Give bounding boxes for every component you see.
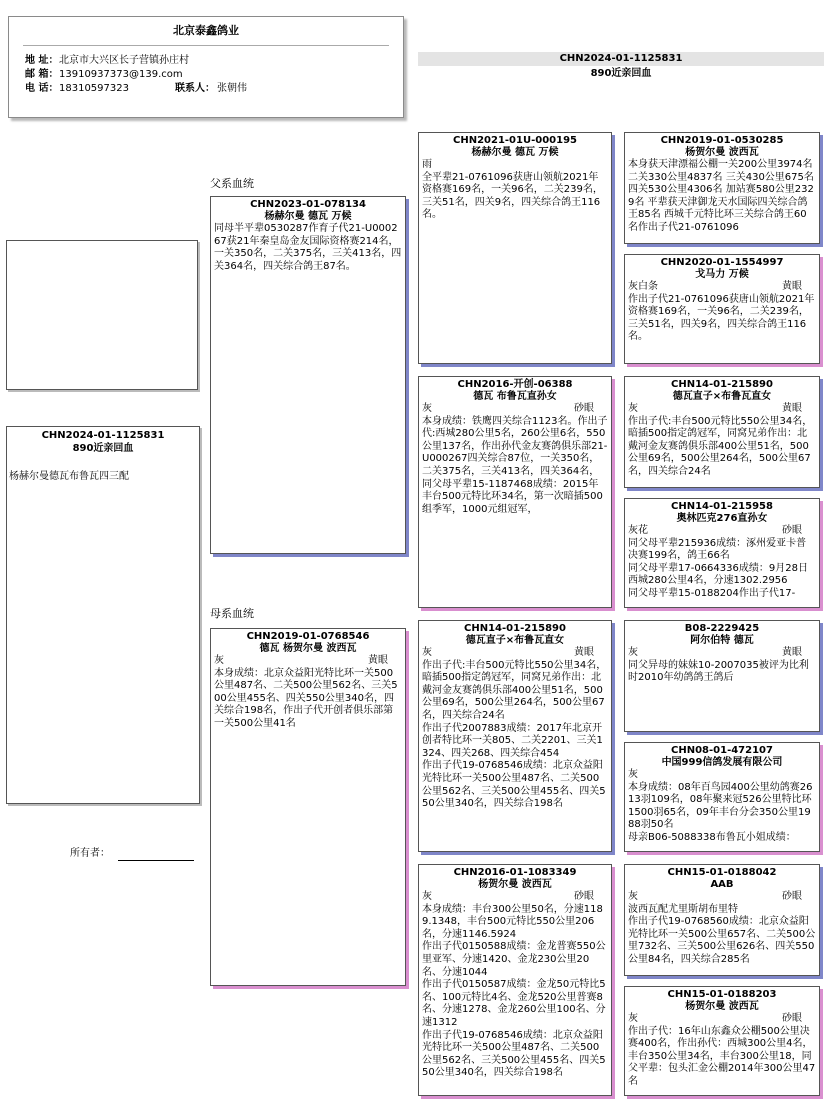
sdd-name: 奥林匹克276直孙女 [676, 513, 768, 524]
sire-box [210, 196, 406, 554]
top-pigeon-name: 890近亲回血 [590, 68, 652, 79]
dds-ring: CHN15-01-0188042 [667, 867, 777, 878]
sd-name: 德瓦 布鲁瓦直孙女 [473, 391, 557, 402]
sdd-eye: 砂眼 [782, 525, 802, 536]
dds-desc: 波西瓦配尤里斯胡布里特 作出子代19-0768560成绩：北京众益阳光特比环一关500公里657名、二关500公里732名、三关500公里626名、四关550公里84名，四关综合285名 [628, 903, 816, 965]
email-row [25, 69, 183, 82]
owner-signature-line [118, 860, 194, 861]
sire-ring: CHN2023-01-078134 [250, 199, 366, 210]
sss-name: 杨贺尔曼 波西瓦 [685, 147, 759, 158]
ssd-eye: 黄眼 [782, 281, 802, 292]
top-ring-number: CHN2024-01-1125831 [559, 53, 683, 64]
dd-color: 灰 [422, 891, 432, 902]
ss-eye [594, 159, 608, 172]
address-label: 地 址： [25, 55, 59, 66]
dd-desc: 本身成绩：丰台300公里50名，分速1189.1348，丰台500元特比550公里206名，分速1146.5924 作出子代0150588成绩：金龙普赛550公里亚军、分速1420、金龙230公里20名、分速1044 作出子代0150587成绩：金龙50元特比5名、100元特比4名、金龙520公里普赛8名、分速1278、金龙260公里100名、分速1312 作出子代19-0768546成绩：北京众益阳光特比环一关500公里487名、二关500公里562名、三关500公里455名、四关550公里340名，四关综合198名 [422, 903, 606, 1079]
dsd-meta [628, 769, 816, 782]
dss-eye: 黄眼 [782, 647, 802, 658]
owner-label: 所有者： [70, 848, 110, 859]
dss-box [624, 620, 820, 732]
dds-meta [628, 891, 816, 904]
dsd-eye [802, 769, 816, 782]
ds-eye: 黄眼 [574, 647, 594, 658]
ssd-color: 灰白条 [628, 281, 658, 292]
sire-line-label: 父系血统 [210, 177, 254, 190]
phone-row [25, 83, 129, 96]
dss-ring: B08-2229425 [684, 623, 760, 634]
ddd-meta [628, 1013, 816, 1026]
ddd-ring: CHN15-01-0188203 [667, 989, 777, 1000]
sds-color: 灰 [628, 403, 638, 414]
header-divider [23, 45, 389, 46]
ss-color: 雨 [422, 159, 432, 170]
sds-meta [628, 403, 816, 416]
ss-ring: CHN2021-01U-000195 [453, 135, 577, 146]
dss-desc: 同父异母的妹妹10-2007035被评为比利时2010年幼鸽鸽王鸽后 [628, 659, 809, 684]
dsd-name: 中国999信鸽发展有限公司 [661, 757, 783, 768]
ss-desc: 全平辈21-0761096获唐山领航2021年资格赛169名，一关96名，二关239名，三关51名，四关9名，四关综合鸽王116名。 [422, 171, 603, 221]
dss-name: 阿尔伯特 德瓦 [690, 635, 754, 646]
ss-meta [422, 159, 608, 172]
dsd-ring: CHN08-01-472107 [671, 745, 773, 756]
dam-box [210, 628, 406, 986]
dam-eye: 黄眼 [368, 655, 388, 666]
breeder-title: 北京泰鑫鸽业 [173, 24, 239, 37]
sire-name: 杨赫尔曼 德瓦 万候 [264, 211, 352, 222]
phone-label: 电 话： [25, 83, 59, 94]
dsd-box [624, 742, 820, 852]
email-value: 13910937373@139.com [59, 69, 183, 80]
sds-name: 德瓦直子×布鲁瓦直女 [672, 391, 772, 402]
dam-color: 灰 [214, 655, 224, 666]
dd-eye: 砂眼 [574, 891, 594, 902]
ds-name: 德瓦直子×布鲁瓦直女 [465, 635, 565, 646]
ddd-eye: 砂眼 [782, 1013, 802, 1024]
contact-label: 联系人： [175, 83, 215, 94]
sdd-box [624, 498, 820, 608]
subject-ring: CHN2024-01-1125831 [41, 430, 165, 441]
ddd-name: 杨贺尔曼 波西瓦 [685, 1001, 759, 1012]
ssd-ring: CHN2020-01-1554997 [660, 257, 784, 268]
dam-meta [214, 655, 402, 668]
ds-meta [422, 647, 608, 660]
subject-pigeon-box [6, 426, 200, 804]
dam-name: 德瓦 杨贺尔曼 波西瓦 [259, 643, 357, 654]
sd-desc: 本身成绩：铁鹰四关综合1123名。作出子代:西城280公里5名，260公里6名，550公里137名，作出孙代金友赛鸽俱乐部21-U000267四关综合87位，一关350名，二关375名，三关413名，四关364名，同父母平辈15-1187468成绩：2015年丰台500元特比环34名，第一次暗插500组季军，1000元组冠军， [422, 415, 608, 515]
sss-desc: 本身获天津漂福公棚一关200公里3974名 二关330公里4837名 三关430公里675名 四关530公里4306名 加站赛580公里2329名 平辈获天津御龙天水国际四关综合鸽王85名 西城千元特比环三关综合鸽王60名作出子代21-0761096 [628, 159, 818, 233]
contact-value: 张朝伟 [217, 83, 247, 94]
subject-desc: 杨赫尔曼德瓦布鲁瓦四三配 [9, 471, 129, 483]
sdd-desc: 同父母平辈215936成绩：涿州爱亚卡普决赛199名，鸽王66名 同父母平辈17-0664336成绩：9月28日西城280公里4名，分速1302.2956 同父母平辈15-0188204作出子代17- [628, 537, 808, 599]
sds-eye: 黄眼 [782, 403, 802, 414]
phone-value: 18310597323 [59, 83, 129, 94]
ds-color: 灰 [422, 647, 432, 658]
ddd-box [624, 986, 820, 1096]
ssd-meta [628, 281, 816, 294]
ssd-box [624, 254, 820, 364]
ssd-desc: 作出子代21-0761096获唐山领航2021年资格赛169名，一关96名，二关239名，三关51名，四关9名，四关综合鸽王116名。 [628, 293, 815, 343]
sds-desc: 作出子代:丰台500元特比550公里34名，暗插500指定鸽冠军，同窝兄弟作出：北戴河金友赛鸽俱乐部400公里51名，500公里69名，500公里264名，500公里67名，四关综合24名 [628, 415, 813, 477]
sd-meta [422, 403, 608, 416]
ss-name: 杨赫尔曼 德瓦 万候 [471, 147, 559, 158]
sd-color: 灰 [422, 403, 432, 414]
ddd-desc: 作出子代：16年山东鑫众公棚500公里决赛400名，作出孙代：西城300公里4名，丰台350公里34名，丰台300公里18，同父平辈：包头汇金公棚2014年300公里47名 [628, 1025, 816, 1087]
sds-box [624, 376, 820, 488]
dd-name: 杨贺尔曼 波西瓦 [478, 879, 552, 890]
sss-box [624, 132, 820, 244]
subject-name: 890近亲回血 [72, 442, 134, 454]
address-value: 北京市大兴区长子营镇孙庄村 [59, 55, 189, 66]
dsd-color: 灰 [628, 769, 638, 780]
sds-ring: CHN14-01-215890 [671, 379, 773, 390]
breeder-info-card [8, 16, 404, 118]
sire-desc: 同母半平辈0530287作育子代21-U000267获21年秦皇岛金友国际资格赛214名，一关350名，二关375名，三关413名，四关364名，四关综合鸽王87名。 [214, 223, 402, 272]
ds-ring: CHN14-01-215890 [464, 623, 566, 634]
ddd-color: 灰 [628, 1013, 638, 1024]
dds-eye: 砂眼 [782, 891, 802, 902]
sd-ring: CHN2016-开创-06388 [457, 379, 573, 390]
dd-meta [422, 891, 608, 904]
sire-dam-box [418, 376, 612, 608]
dds-color: 灰 [628, 891, 638, 902]
dds-name: AAB [710, 879, 734, 890]
ds-desc: 作出子代:丰台500元特比550公里34名，暗插500指定鸽冠军，同窝兄弟作出：北戴河金友赛鸽俱乐部400公里51名，500公里69名，500公里264名，500公里67名，四关综合24名 作出子代2007883成绩：2017年北京开创者特比环一关805、二关2201、三关1324、四关268、四关综合454 作出子代19-0768546成绩：北京众益阳光特比环一关500公里487名、二关500公里562名、三关500公里455名、四关550公里340名，四关综合198名 [422, 659, 607, 810]
sdd-meta [628, 525, 816, 538]
sd-eye: 砂眼 [574, 403, 594, 414]
dd-ring: CHN2016-01-1083349 [453, 867, 577, 878]
dam-line-label: 母系血统 [210, 607, 254, 620]
dss-color: 灰 [628, 647, 638, 658]
dam-ring: CHN2019-01-0768546 [246, 631, 370, 642]
dam-sire-box [418, 620, 612, 852]
sdd-color: 灰花 [628, 525, 648, 536]
dam-dam-box [418, 864, 612, 1096]
sss-ring: CHN2019-01-0530285 [660, 135, 784, 146]
sdd-ring: CHN14-01-215958 [671, 501, 773, 512]
dss-meta [628, 647, 816, 660]
address-row [25, 55, 189, 68]
pigeon-photo-placeholder [6, 240, 198, 390]
dam-desc: 本身成绩：北京众益阳光特比环一关500公里487名、二关500公里562名、三关500公里455名、四关550公里340名，四关综合198名，作出子代开创者俱乐部第一关500公里41名 [214, 667, 398, 729]
dds-box [624, 864, 820, 976]
ssd-name: 戈马力 万候 [695, 269, 749, 280]
email-label: 邮 箱： [25, 69, 59, 80]
dsd-desc: 本身成绩：08年百鸟园400公里幼鸽赛2613羽109名，08年聚来冠526公里特比环1500羽65名，09年丰台分会350公里1988羽50名 母亲B06-5088338布鲁瓦小姐成绩： [628, 781, 813, 843]
sire-sire-box [418, 132, 612, 364]
